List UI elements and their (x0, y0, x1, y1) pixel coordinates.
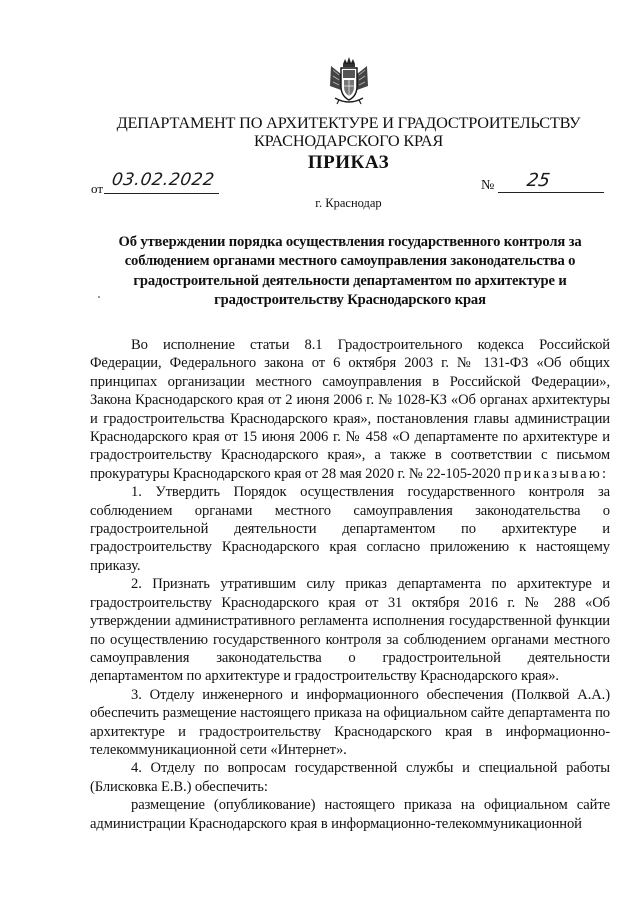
order-number: 25 (525, 170, 552, 191)
document-body (90, 336, 610, 833)
date-label: от (91, 181, 104, 196)
city-label: г. Краснодар (315, 196, 382, 210)
date-underline (104, 193, 219, 194)
item-1: 1. Утвердить Порядок осуществления государственного контроля за соблюдением органами местного самоуправления законодательства о градостроительной деятельности департаментом по архитектуре и градостроительству Краснодарского края согласно приложению к настоящему приказу. (90, 484, 610, 574)
department-name-line2: КРАСНОДАРСКОГО КРАЯ (253, 131, 443, 150)
order-word: приказываю: (504, 465, 609, 482)
coat-of-arms-icon (327, 56, 371, 106)
item-4: 4. Отделу по вопросам государственной службы и специальной работы (Блисковка Е.В.) обеспечить: (90, 760, 610, 795)
item-3: 3. Отделу инженерного и информационного обеспечения (Полквой А.А.) обеспечить размещение настоящего приказа на официальном сайте департамента по архитектуре и градостроительству Краснодарского края в информационно-телекоммуникационной сети «Интернет». (90, 686, 610, 758)
document-heading: Об утверждении порядка осуществления государственного контроля за соблюдением органами местного самоуправления законодательства о градостроительной деятельности департаментом по архитектуре и градостроительству Краснодарского края (118, 234, 582, 308)
item-4-sub: размещение (опубликование) настоящего приказа на официальном сайте администрации Краснодарского края в информационно-телекоммуникационной (90, 797, 610, 832)
number-label: № (481, 178, 495, 193)
number-underline (498, 192, 604, 193)
intro-paragraph (90, 336, 610, 483)
order-title: ПРИКАЗ (307, 152, 390, 173)
department-name-line1: ДЕПАРТАМЕНТ ПО АРХИТЕКТУРЕ И ГРАДОСТРОИТЕЛЬСТВУ (116, 113, 581, 132)
item-2: 2. Признать утратившим силу приказ департамента по архитектуре и градостроительству Краснодарского края от 31 октября 2016 г. № 288 «Об утверждении административного регламента исполнения государственной функции по осуществлению государственного контроля за соблюдением органами местного самоуправления законодательства о градостроительной деятельности департаментом по архитектуре и градостроительству Краснодарского края». (90, 576, 610, 685)
order-date: 03.02.2022 (110, 170, 216, 190)
intro-text: Во исполнение статьи 8.1 Градостроительного кодекса Российской Федерации, Федерального закона от 6 октября 2003 г. № 131-ФЗ «Об общих принципах организации местного самоуправления в Российской Федерации», Закона Краснодарского края от 2 июня 2006 г. № 1028-КЗ «Об органах архитектуры и градостроительства Краснодарского края», постановления главы администрации Краснодарского края от 15 июня 2006 г. № 458 «О департаменте по архитектуре и градостроительству Краснодарского края», а также в соответствии с письмом прокуратуры Краснодарского края от 28 мая 2020 г. № 22-105-2020 (90, 337, 610, 482)
